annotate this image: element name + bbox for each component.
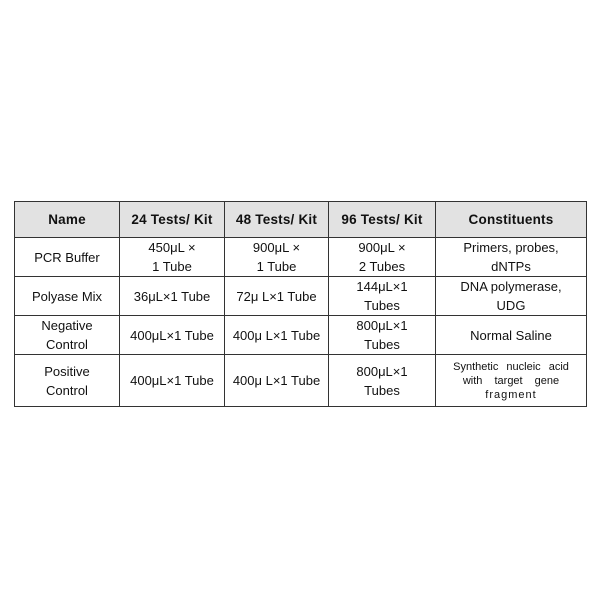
header-constituents: Constituents xyxy=(436,202,587,238)
cell-24-tests: 400μL×1 Tube xyxy=(120,316,225,355)
cell-48-tests: 900μL × 1 Tube xyxy=(225,238,329,277)
cell-24-tests: 36μL×1 Tube xyxy=(120,277,225,316)
cell-name: Negative Control xyxy=(15,316,120,355)
table-row-positive-control xyxy=(15,355,587,407)
header-row xyxy=(15,202,587,238)
cell-48-tests: 72μ L×1 Tube xyxy=(225,277,329,316)
cell-24-tests: 400μL×1 Tube xyxy=(120,355,225,407)
cell-name: PCR Buffer xyxy=(15,238,120,277)
cell-name: Polyase Mix xyxy=(15,277,120,316)
cell-48-tests: 400μ L×1 Tube xyxy=(225,316,329,355)
header-96-tests: 96 Tests/ Kit xyxy=(329,202,436,238)
cell-48-tests: 400μ L×1 Tube xyxy=(225,355,329,407)
table-row-negative-control xyxy=(15,316,587,355)
cell-96-tests: 800μL×1 Tubes xyxy=(329,355,436,407)
cell-constituents: DNA polymerase, UDG xyxy=(436,277,587,316)
header-24-tests: 24 Tests/ Kit xyxy=(120,202,225,238)
cell-24-tests: 450μL × 1 Tube xyxy=(120,238,225,277)
cell-96-tests: 144μL×1 Tubes xyxy=(329,277,436,316)
cell-constituents: Primers, probes, dNTPs xyxy=(436,238,587,277)
header-name: Name xyxy=(15,202,120,238)
cell-name: Positive Control xyxy=(15,355,120,407)
cell-96-tests: 900μL × 2 Tubes xyxy=(329,238,436,277)
header-48-tests: 48 Tests/ Kit xyxy=(225,202,329,238)
cell-96-tests: 800μL×1 Tubes xyxy=(329,316,436,355)
cell-constituents: Normal Saline xyxy=(436,316,587,355)
cell-constituents: Synthetic nucleic acid with target gene fragment xyxy=(436,355,587,407)
kit-components-table xyxy=(14,201,587,407)
table-row-polyase-mix xyxy=(15,277,587,316)
table-row-pcr-buffer xyxy=(15,238,587,277)
